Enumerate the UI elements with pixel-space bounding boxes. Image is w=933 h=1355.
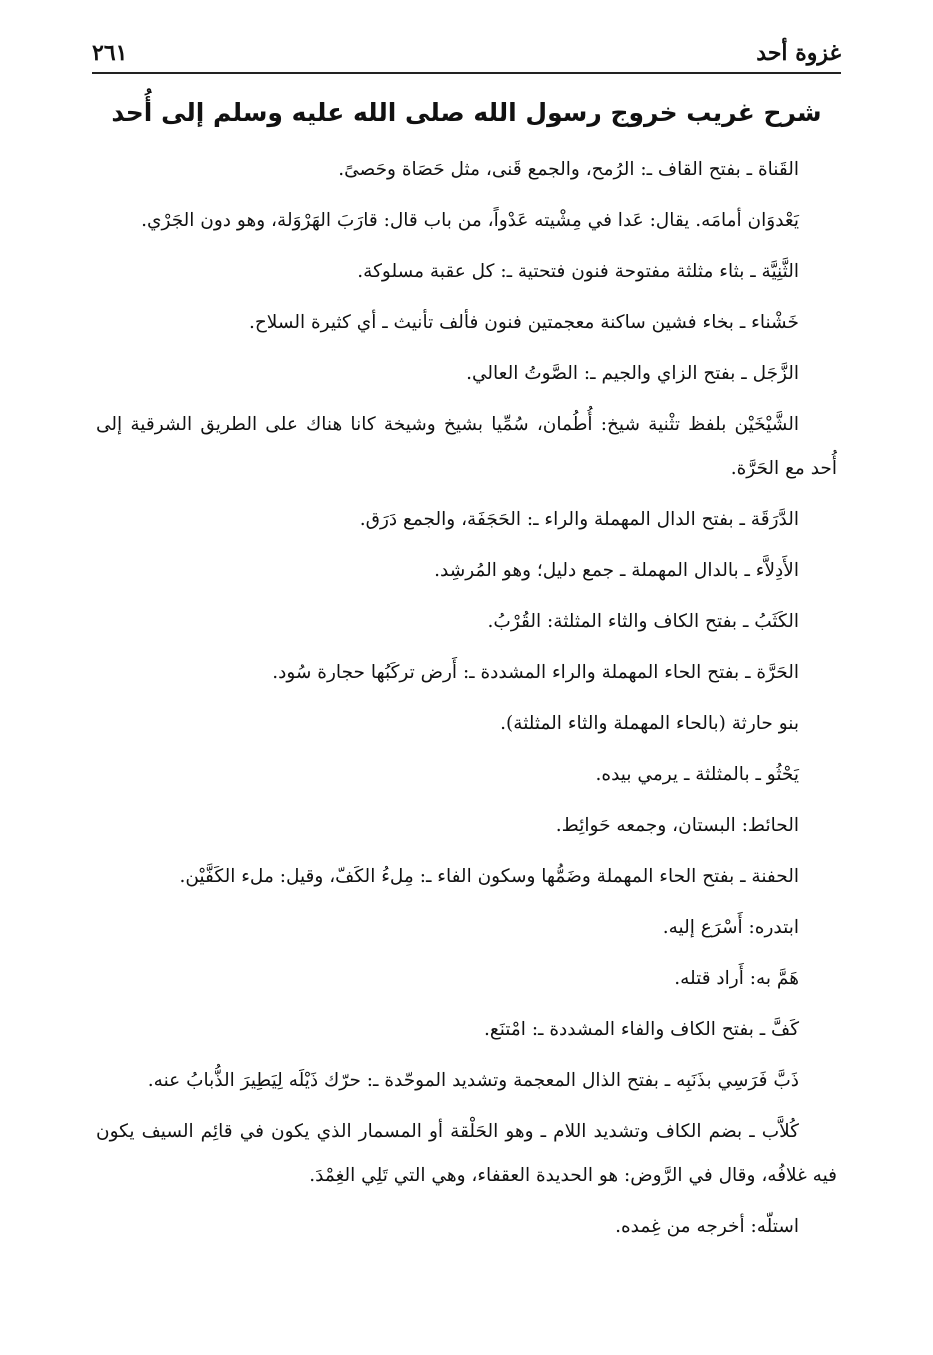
page-number: ٢٦١: [92, 40, 128, 66]
glossary-entry: ذَبَّ فَرَسِي بذَنَبِه ـ بفتح الذال المعجمة وتشديد الموحّدة ـ: حرّك ذَيْلَه لِيَطِيرَ الذُّبابُ عنه.: [147, 1070, 799, 1091]
glossary-entry: استلّه: أخرجه من غِمده.: [615, 1216, 799, 1237]
glossary-entry: الحائط: البستان، وجمعه حَوائِط.: [555, 815, 799, 836]
glossary-entry: يَعْدوَان أمامَه. يقال: عَدا في مِشْيته عَدْواً، من باب قال: قارَبَ الهَرْوَلة، وهو دون الجَرْي.: [141, 210, 799, 231]
glossary-entry: القَناة ـ بفتح القاف ـ: الرُمح، والجمع قَنى، مثل حَصَاة وحَصىً.: [338, 159, 799, 180]
glossary-entry: كُلاَّب ـ بضم الكاف وتشديد اللام ـ وهو الحَلْقة أو المسمار الذي يكون في قائِم السيف يكون فيه غلافُه، وقال في الرَّوض: هو الحديدة العقفاء، وهي التي تَلِي الغِمْدَ.: [96, 1121, 837, 1186]
glossary-entry: الدَّرَقَة ـ بفتح الدال المهملة والراء ـ: الحَجَفَة، والجمع دَرَق.: [359, 509, 799, 530]
running-title: غزوة أحد: [756, 40, 841, 66]
glossary-entry: ابتدره: أَسْرَع إليه.: [662, 917, 799, 938]
glossary-entry: كَفَّ ـ بفتح الكاف والفاء المشددة ـ: امْتنَع.: [484, 1019, 799, 1040]
glossary-entry: الثَّنِيَّة ـ بثاء مثلثة مفتوحة فنون فتحتية ـ: كل عقبة مسلوكة.: [357, 261, 799, 282]
glossary-entry: الحَرَّة ـ بفتح الحاء المهملة والراء المشددة ـ: أَرض تركَبُها حجارة سُود.: [272, 662, 799, 683]
page-header: [92, 38, 841, 74]
glossary-entry: بنو حارثة (بالحاء المهملة والثاء المثلثة).: [500, 713, 799, 734]
glossary-body: [96, 148, 837, 1256]
glossary-entry: خَشْناء ـ بخاء فشين ساكنة معجمتين فنون فألف تأنيث ـ أي كثيرة السلاح.: [248, 312, 799, 333]
glossary-entry: الأَدِلاَّء ـ بالدال المهملة ـ جمع دليل؛ وهو المُرشِد.: [434, 560, 799, 581]
glossary-entry: الشَّيْخَيْن بلفظ تثْنية شيخ: أُطُمان، سُمِّيا بشيخ وشيخة كانا هناك على الطريق الشرقية إلى أُحد مع الحَرَّة.: [96, 414, 837, 479]
glossary-entry: الزَّجَل ـ بفتح الزاي والجيم ـ: الصَّوتُ العالي.: [466, 363, 799, 384]
glossary-entry: يَحْثُو ـ بالمثلثة ـ يرمي بيده.: [595, 764, 799, 785]
section-title: شرح غريب خروج رسول الله صلى الله عليه وسلم إلى أُحد: [111, 98, 822, 127]
glossary-entry: الكَثَبُ ـ بفتح الكاف والثاء المثلثة: القُرْبُ.: [487, 611, 799, 632]
glossary-entry: هَمَّ به: أَراد قتله.: [674, 968, 799, 989]
glossary-entry: الحفنة ـ بفتح الحاء المهملة وضَمُّها وسكون الفاء ـ: مِلءُ الكَفّ، وقيل: ملء الكَفَّيْن.: [179, 866, 799, 887]
